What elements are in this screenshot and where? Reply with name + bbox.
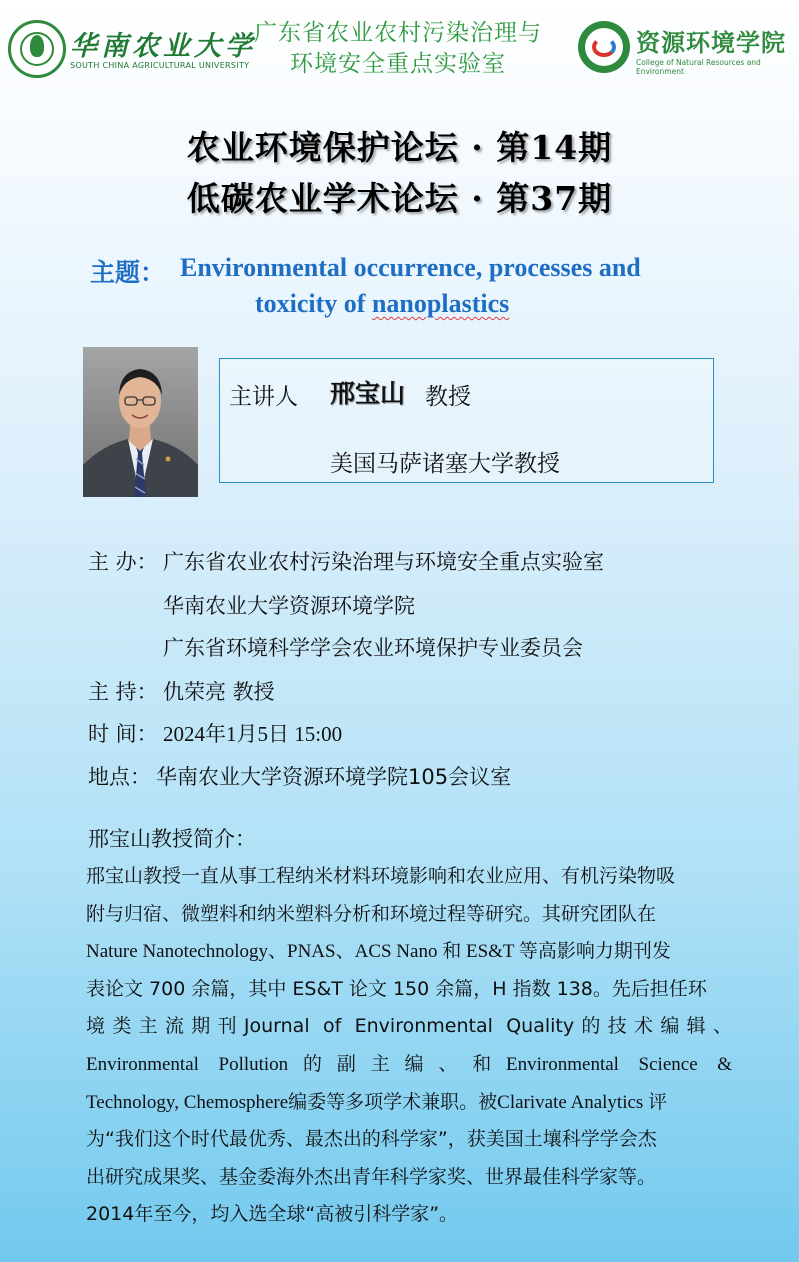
bio-line: Environmental Pollution的副主编、和Environmental Science & xyxy=(86,1053,732,1075)
speaker-role: 主讲人 xyxy=(229,384,298,410)
bio-line: 附与归宿、微塑料和纳米塑料分析和环境过程等研究。其研究团队在 xyxy=(86,902,657,925)
bio-text xyxy=(86,858,732,1234)
college-name-en: College of Natural Resources and Environment xyxy=(636,58,761,76)
time-value: 2024年1月5日 15:00 xyxy=(163,722,343,746)
scau-name-en: SOUTH CHINA AGRICULTURAL UNIVERSITY xyxy=(70,61,250,70)
topic-label: 主题： xyxy=(90,258,166,287)
bio-line: 表论文 700 余篇，其中 ES&T 论文 150 余篇，H 指数 138。先后担任环 xyxy=(86,977,707,1000)
host-label: 主 持： xyxy=(88,680,158,704)
topic-line-2-prefix: toxicity of xyxy=(255,289,372,318)
college-name-cn: 资源环境学院 xyxy=(636,29,786,57)
bio-line: 境类主流期刊Journal of Environmental Quality的技术编辑、 xyxy=(86,1015,732,1038)
topic-line-1: Environmental occurrence, processes and xyxy=(180,253,641,282)
organizer-1: 广东省农业农村污染治理与环境安全重点实验室 xyxy=(163,550,604,574)
speaker-photo xyxy=(83,347,198,497)
place-label: 地点： xyxy=(88,765,151,789)
time-label: 时 间： xyxy=(88,722,158,746)
forum-title-2: 低碳农业学术论坛 · 第37期 xyxy=(186,179,613,218)
organizer-2: 华南农业大学资源环境学院 xyxy=(163,594,415,618)
lab-title-line2: 环境安全重点实验室 xyxy=(290,51,506,77)
lab-title xyxy=(226,18,570,80)
scau-emblem-icon xyxy=(8,20,66,78)
bio-line: 2014年至今，均入选全球“高被引科学家”。 xyxy=(86,1203,459,1226)
speaker-title: 教授 xyxy=(425,384,471,410)
bio-line: 出研究成果奖、基金委海外杰出青年科学家奖、世界最佳科学家等。 xyxy=(86,1165,657,1188)
forum-title-1: 农业环境保护论坛 · 第14期 xyxy=(186,128,613,167)
topic-line-2 xyxy=(255,289,509,319)
scau-name-cn: 华南农业大学 xyxy=(70,31,256,62)
bio-heading: 邢宝山教授简介： xyxy=(88,827,256,851)
organizer-label: 主 办： xyxy=(88,550,158,574)
bio-line: Technology, Chemosphere编委等多项学术兼职。被Clarivate Analytics 评 xyxy=(86,1091,668,1113)
bio-line: 邢宝山教授一直从事工程纳米材料环境影响和农业应用、有机污染物吸 xyxy=(86,865,676,887)
organizer-3: 广东省环境科学学会农业环境保护专业委员会 xyxy=(163,636,583,660)
bio-line: Nature Nanotechnology、PNAS、ACS Nano 和 ES&T 等高影响力期刊发 xyxy=(86,941,671,963)
speaker-affiliation: 美国马萨诸塞大学教授 xyxy=(330,451,560,477)
lab-title-line1: 广东省农业农村污染治理与 xyxy=(254,20,542,46)
topic-keyword: nanoplastics xyxy=(371,289,510,318)
speaker-name: 邢宝山 xyxy=(330,379,406,408)
bio-line: 为“我们这个时代最优秀、最杰出的科学家”，获美国土壤科学学会杰 xyxy=(86,1128,657,1151)
cnre-emblem-icon xyxy=(578,21,630,73)
place-value: 华南农业大学资源环境学院105会议室 xyxy=(156,765,512,789)
host-value: 仇荣亮 教授 xyxy=(163,680,275,704)
